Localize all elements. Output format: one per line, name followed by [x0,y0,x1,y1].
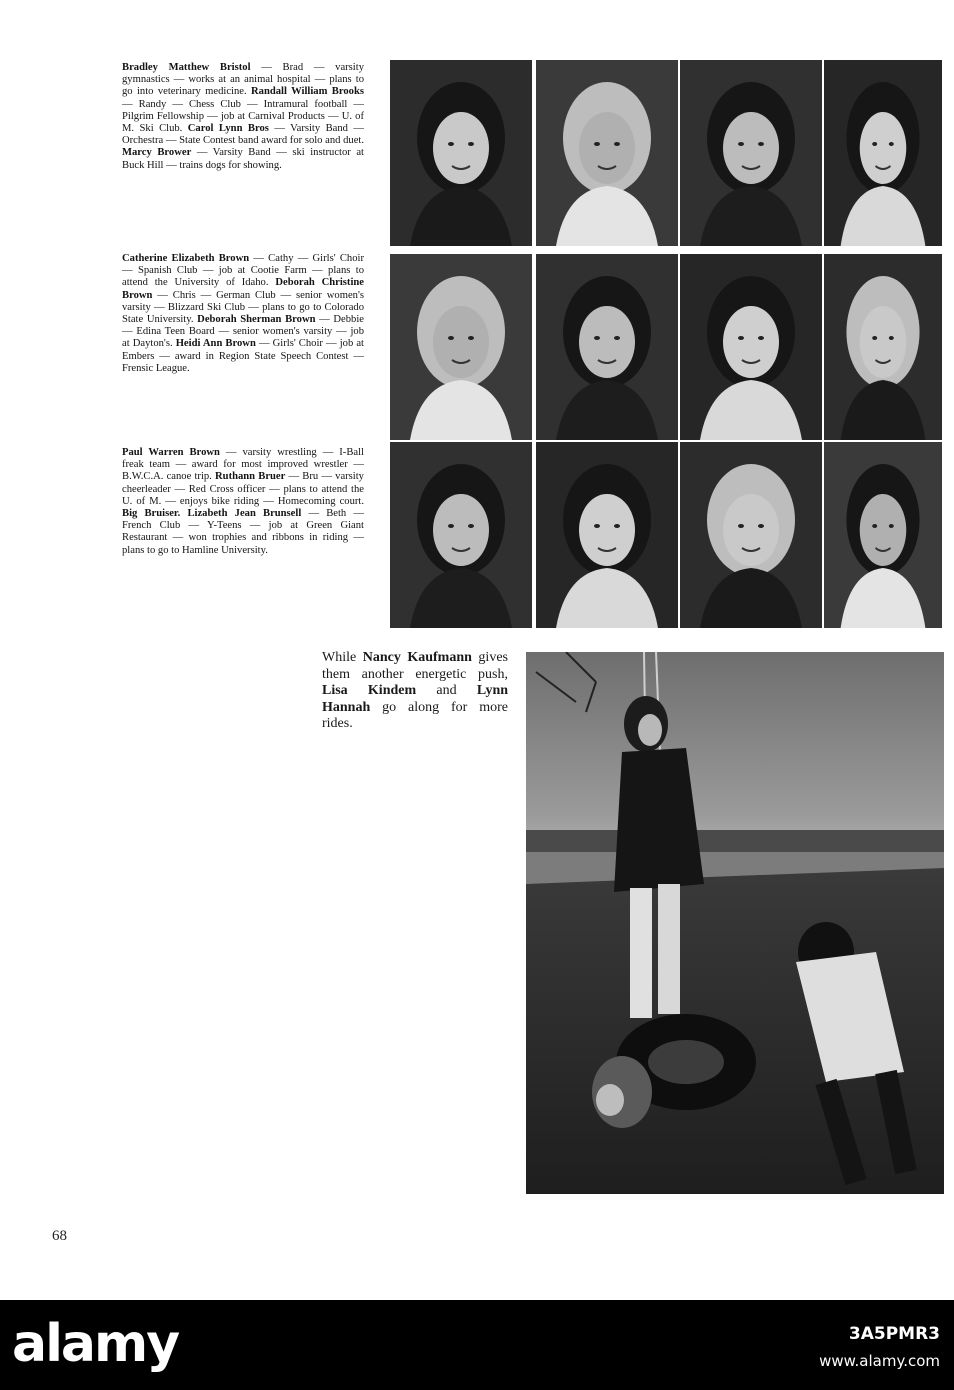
bio-block-3 [122,447,364,557]
bio-name: Marcy Brower [122,147,192,159]
student-portrait [824,442,942,628]
bio-text: — Bru — varsity cheerleader — Red Cross officer — plans to attend the U. of M. — enjoys bike riding — Homecoming court. [122,471,364,507]
bio-text: — Randy — Chess Club — Intramural football — Pilgrim Fellowship — job at Carnival Products — U. of M. Ski Club. [122,98,364,135]
bio-name: Ruthann Bruer [215,471,286,483]
bio-name: Deborah Sherman Brown [197,314,316,326]
caption-name: Lynn Hannah [322,683,509,715]
caption-text: While [322,650,363,665]
caption-name: Lisa Kindem [322,683,417,699]
student-portrait [536,442,678,628]
caption-text: gives them another energetic push, [322,650,508,682]
page-number: 68 [52,1228,67,1244]
student-portrait [536,60,678,246]
bio-block-1 [122,62,364,172]
bio-text: — Varsity Band — Orchestra — State Contest band award for solo and duet. [122,123,364,147]
bio-name: Deborah Christine Brown [122,277,364,301]
website-url: www.alamy.com [819,1352,940,1370]
bio-name: Big Bruiser. Lizabeth Jean Brunsell [122,508,302,520]
bio-block-2 [122,253,364,375]
student-portrait [390,60,532,246]
bio-name: Catherine Elizabeth Brown [122,253,250,264]
student-portrait [824,60,942,246]
bio-name: Randall William Brooks [251,86,364,98]
caption-name: Nancy Kaufmann [362,650,472,665]
bio-text: — Girls' Choir — job at Embers — award in Region State Speech Contest — Frensic League. [122,338,364,374]
student-portrait [680,442,822,628]
bio-text: — Cathy — Girls' Choir — Spanish Club — job at Cootie Farm — plans to attend the University of Idaho. [122,253,364,289]
bio-text: — Chris — German Club — senior women's varsity — Blizzard Ski Club — plans to go to Colorado State University. [122,289,364,326]
bio-text: — Debbie — Edina Teen Board — senior women's varsity — job at Dayton's. [122,314,364,350]
student-portrait [824,254,942,440]
bio-name: Heidi Ann Brown [175,338,256,350]
student-portrait [536,254,678,440]
bio-name: Carol Lynn Bros [187,123,269,135]
photo-caption [322,650,508,733]
bio-text: — varsity wrestling — I-Ball freak team — award for most improved wrestler — B.W.C.A. canoe trip. [122,447,364,483]
student-portrait [680,254,822,440]
student-portrait [390,254,532,440]
tire-swing-photo [526,652,944,1194]
image-code: 3A5PMR3 [848,1324,940,1344]
bio-text: — Varsity Band — ski instructor at Buck Hill — trains dogs for showing. [122,147,364,171]
bio-name: Paul Warren Brown [122,447,220,458]
student-portrait [680,60,822,246]
caption-text: go along for more rides. [322,699,508,732]
brand-logo: alamy [12,1314,179,1374]
bio-name: Bradley Matthew Bristol [122,62,251,73]
bio-text: — Brad — varsity gymnastics — works at an animal hospital — plans to go into veterinary medicine. [122,62,364,98]
stock-footer [0,1300,954,1390]
bio-text: — Beth — French Club — Y-Teens — job at Green Giant Restaurant — won trophies and ribbons in riding — plans to go to Hamline University. [122,508,364,556]
caption-text: and [416,683,477,699]
student-portrait [390,442,532,628]
